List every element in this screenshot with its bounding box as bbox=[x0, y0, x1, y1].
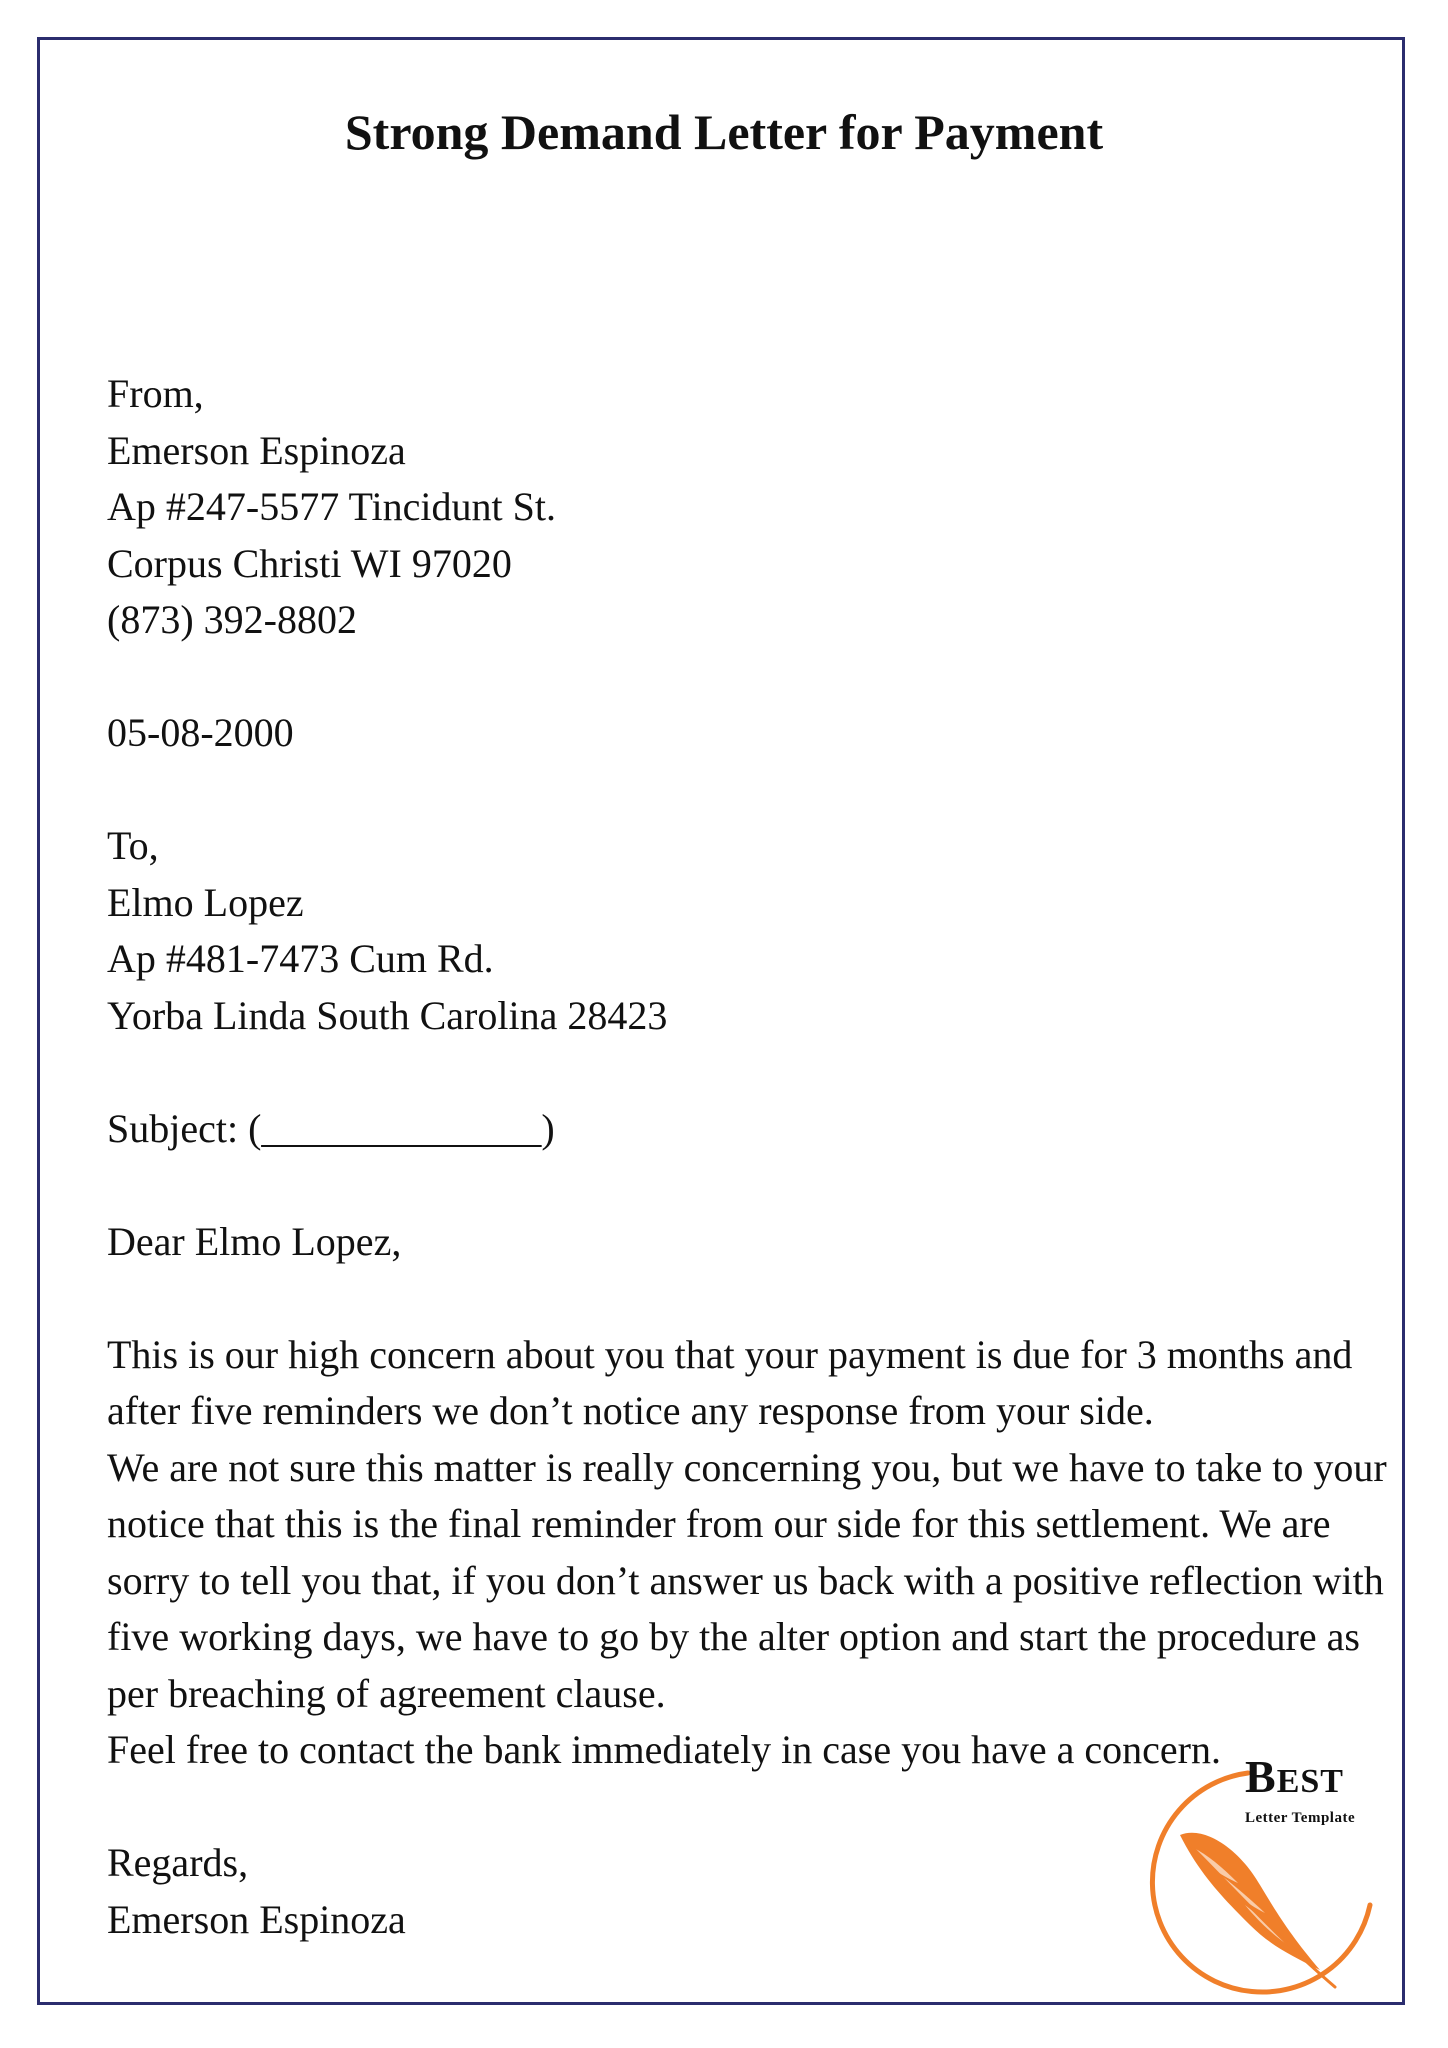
sender-phone: (873) 392-8802 bbox=[107, 597, 357, 642]
body-line: We are not sure this matter is really concerning you, but we have to take to your bbox=[107, 1444, 1387, 1490]
closing: Regards, bbox=[107, 1840, 249, 1885]
body-line: notice that this is the final reminder from our side for this settlement. We are bbox=[107, 1501, 1331, 1546]
logo-title: BEST bbox=[1245, 1751, 1344, 1802]
logo-subtitle: Letter Template bbox=[1245, 1810, 1356, 1826]
sender-block bbox=[107, 366, 1347, 649]
body-line: after five reminders we don’t notice any response from your side. bbox=[107, 1388, 1154, 1433]
body-line: sorry to tell you that, if you don’t answer us back with a positive reflection with bbox=[107, 1557, 1384, 1603]
sender-name: Emerson Espinoza bbox=[107, 427, 406, 473]
body-line: five working days, we have to go by the alter option and start the procedure as bbox=[107, 1614, 1360, 1659]
subject-block bbox=[107, 1101, 1347, 1158]
from-salutation: From, bbox=[107, 371, 204, 416]
greeting-block bbox=[107, 1214, 1347, 1271]
greeting: Dear Elmo Lopez, bbox=[107, 1218, 402, 1264]
date-block bbox=[107, 705, 1347, 762]
body-line: This is our high concern about you that your payment is due for 3 months and bbox=[107, 1331, 1353, 1377]
recipient-address-line2: Yorba Linda South Carolina 28423 bbox=[107, 992, 668, 1038]
letter-title: Strong Demand Letter for Payment bbox=[344, 104, 1104, 160]
letter-body bbox=[107, 366, 1387, 1948]
letter-date: 05-08-2000 bbox=[107, 710, 294, 755]
sender-address-line2: Corpus Christi WI 97020 bbox=[107, 540, 512, 586]
body-line: Feel free to contact the bank immediately in case you have a concern. bbox=[107, 1727, 1221, 1772]
signature-name: Emerson Espinoza bbox=[107, 1896, 406, 1942]
recipient-block bbox=[107, 818, 1347, 1044]
to-salutation: To, bbox=[107, 823, 159, 868]
body-paragraph bbox=[107, 1327, 1387, 1779]
recipient-name: Elmo Lopez bbox=[107, 879, 304, 925]
sender-address-line1: Ap #247-5577 Tincidunt St. bbox=[107, 484, 556, 529]
body-line: per breaching of agreement clause. bbox=[107, 1670, 666, 1716]
subject-line: Subject: (______________) bbox=[107, 1105, 555, 1151]
recipient-address-line1: Ap #481-7473 Cum Rd. bbox=[107, 936, 494, 981]
